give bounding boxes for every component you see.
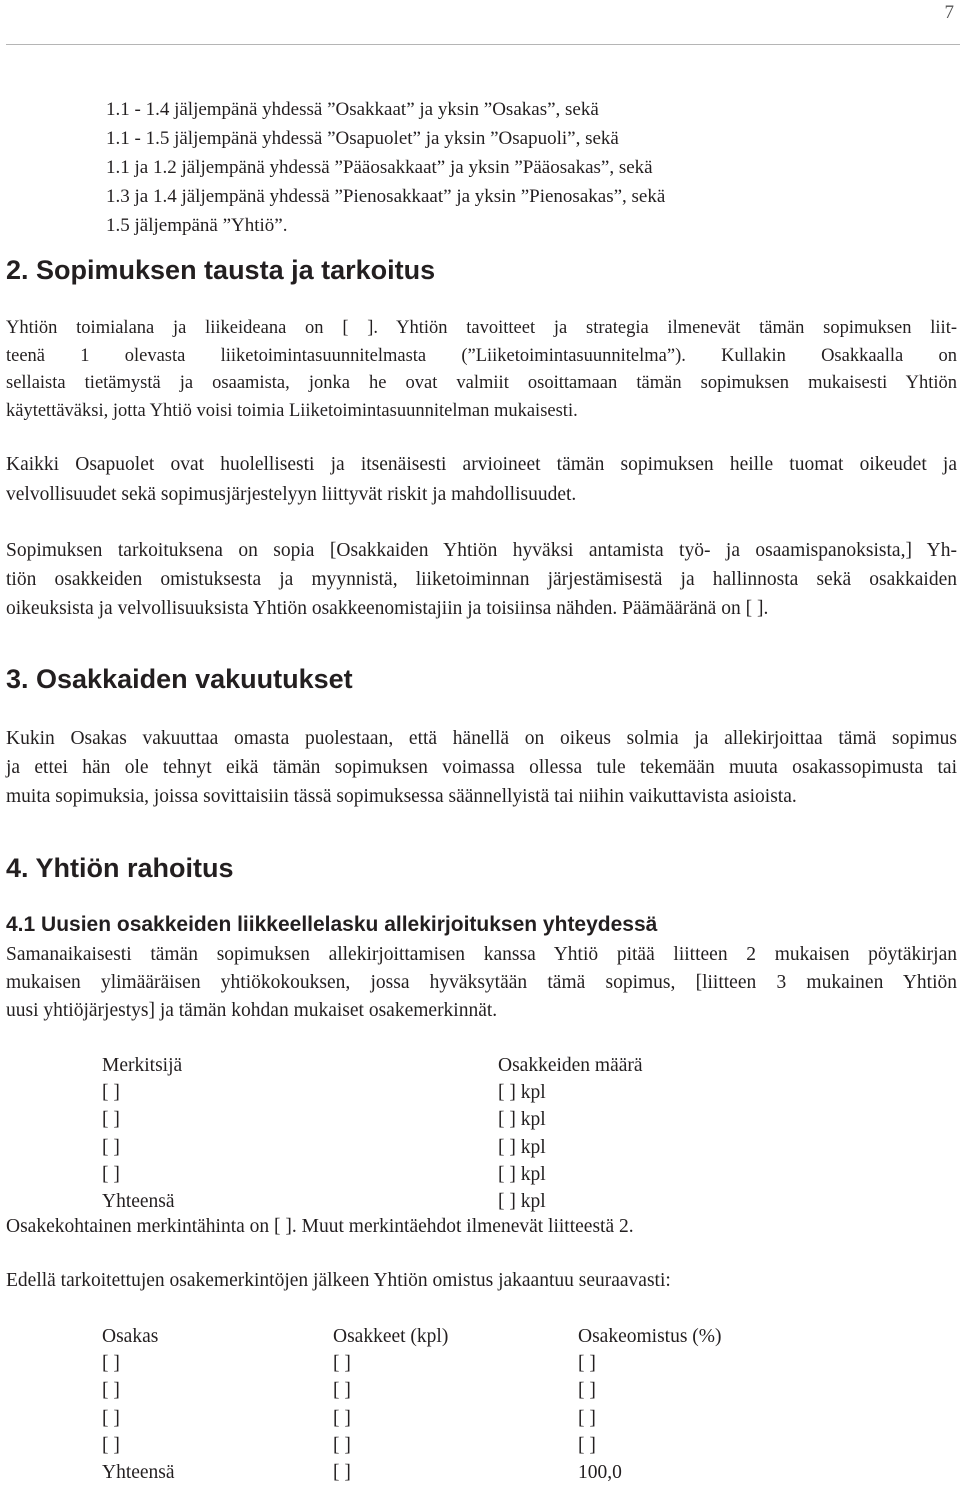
- table-cell: [ ]: [102, 1380, 120, 1402]
- table-total-row: [102, 1459, 722, 1486]
- subscription-price-line: Osakekohtainen merkintähinta on [ ]. Muut merkintäehdot ilmenevät liitteestä 2.: [6, 1216, 634, 1237]
- table-row: [102, 1405, 722, 1432]
- table-cell: Yhteensä: [102, 1191, 175, 1213]
- paragraph-line: uusi yhtiöjärjestys] ja tämän kohdan mukaiset osakemerkinnät.: [6, 1000, 498, 1021]
- table-cell: [ ]: [102, 1434, 120, 1456]
- table-cell: [ ]: [333, 1462, 351, 1484]
- table-row: [102, 1161, 643, 1188]
- table-cell: [ ]: [578, 1353, 596, 1375]
- section-4-1-heading: 4.1 Uusien osakkeiden liikkeellelasku allekirjoituksen yhteydessä: [6, 913, 658, 936]
- paragraph-line: Yhtiön toimialana ja liikeideana on [ ]. Yhtiön tavoitteet ja strategia ilmenevät tämän sopimuksen liit-: [6, 318, 957, 338]
- table-cell: [ ]: [102, 1163, 120, 1185]
- ownership-intro-line: Edellä tarkoitettujen osakemerkintöjen jälkeen Yhtiön omistus jakaantuu seuraavasti:: [6, 1270, 671, 1291]
- table-cell: [ ] kpl: [498, 1191, 546, 1213]
- paragraph-line: Sopimuksen tarkoituksena on sopia [Osakkaiden Yhtiön hyväksi antamista työ- ja osaamispanoksista,] Yh-: [6, 540, 957, 561]
- paragraph-line: mukaisen ylimääräisen yhtiökokouksen, jossa hyväksytään tämä sopimus, [liitteen 3 mukainen Yhtiön: [6, 972, 957, 993]
- table-cell: [ ] kpl: [498, 1082, 546, 1104]
- table-row: [102, 1377, 722, 1404]
- table-cell: [ ]: [102, 1407, 120, 1429]
- table-row: [102, 1350, 722, 1377]
- section-2-paragraph-purpose: [6, 536, 957, 623]
- paragraph-line: Kaikki Osapuolet ovat huolellisesti ja itsenäisesti arvioineet tämän sopimuksen heille tuomat oikeudet ja: [6, 454, 957, 475]
- table-cell: Yhteensä: [102, 1462, 175, 1484]
- table-cell: [ ]: [578, 1380, 596, 1402]
- table-cell: [ ]: [102, 1109, 120, 1131]
- paragraph-line: muita sopimuksia, joissa sovittaisiin tässä sopimuksessa säännellyistä tai niihin vaikuttavista asioista.: [6, 786, 797, 807]
- table-header-subscriber: Merkitsijä: [102, 1055, 183, 1076]
- table-cell: [ ]: [102, 1353, 120, 1375]
- definition-line: 1.1 ja 1.2 jäljempänä yhdessä ”Pääosakkaat” ja yksin ”Pääosakas”, sekä: [106, 157, 653, 178]
- section-4-heading: 4. Yhtiön rahoitus: [6, 853, 234, 883]
- table-row: [102, 1079, 643, 1106]
- table-total-row: [102, 1188, 643, 1215]
- section-4-1-paragraph: [6, 941, 957, 1025]
- header-rule: [6, 44, 960, 45]
- table-header-shares: Osakkeet (kpl): [333, 1326, 449, 1347]
- section-2-paragraph-background: [6, 315, 957, 425]
- table-row: [102, 1106, 643, 1133]
- table-cell: [ ]: [333, 1380, 351, 1402]
- paragraph-line: Kukin Osakas vakuuttaa omasta puolestaan, että hänellä on oikeus solmia ja allekirjoittaa tämä sopimus: [6, 728, 957, 749]
- table-cell: [ ]: [102, 1082, 120, 1104]
- table-cell: 100,0: [578, 1462, 622, 1484]
- table-cell: [ ] kpl: [498, 1109, 546, 1131]
- section-3-paragraph: [6, 724, 957, 811]
- section-2-heading: 2. Sopimuksen tausta ja tarkoitus: [6, 255, 436, 285]
- definition-line: 1.1 - 1.5 jäljempänä yhdessä ”Osapuolet” ja yksin ”Osapuoli”, sekä: [106, 128, 619, 149]
- table-header-share-count: Osakkeiden määrä: [498, 1055, 643, 1076]
- section-2-paragraph-assessment: [6, 450, 957, 510]
- paragraph-line: oikeuksista ja velvollisuuksista Yhtiön osakkeenomistajiin ja toisiinsa nähden. Päämääränä on [ ].: [6, 598, 769, 619]
- table-header-row: [102, 1323, 722, 1350]
- definition-line: 1.1 - 1.4 jäljempänä yhdessä ”Osakkaat” ja yksin ”Osakas”, sekä: [106, 99, 599, 120]
- table-cell: [ ]: [102, 1136, 120, 1158]
- table-cell: [ ] kpl: [498, 1163, 546, 1185]
- section-3-heading: 3. Osakkaiden vakuutukset: [6, 664, 353, 694]
- table-header-ownership-percent: Osakeomistus (%): [578, 1326, 722, 1347]
- paragraph-line: teenä 1 olevasta liiketoimintasuunnitelmasta (”Liiketoimintasuunnitelma”). Kullakin Osakkaalla on: [6, 345, 957, 366]
- table-cell: [ ]: [333, 1434, 351, 1456]
- table-header-row: [102, 1052, 643, 1079]
- table-cell: [ ]: [333, 1407, 351, 1429]
- paragraph-line: velvollisuudet sekä sopimusjärjestelyyn liittyvät riskit ja mahdollisuudet.: [6, 484, 577, 505]
- table-row: [102, 1432, 722, 1459]
- party-definitions: [106, 95, 665, 240]
- table-cell: [ ] kpl: [498, 1136, 546, 1158]
- page-number: 7: [944, 2, 954, 23]
- table-cell: [ ]: [333, 1353, 351, 1375]
- definition-line: 1.5 jäljempänä ”Yhtiö”.: [106, 215, 288, 236]
- paragraph-line: käytettäväksi, jotta Yhtiö voisi toimia Liiketoimintasuunnitelman mukaisesti.: [6, 400, 578, 421]
- table-header-shareholder: Osakas: [102, 1326, 159, 1347]
- table-row: [102, 1134, 643, 1161]
- paragraph-line: sellaista tietämystä ja osaamista, jonka he ovat valmiit osoittamaan tämän sopimuksen mukaisesti Yhtiön: [6, 373, 957, 393]
- table-cell: [ ]: [578, 1434, 596, 1456]
- paragraph-line: ja ettei hän ole tehnyt eikä tämän sopimuksen voimassa ollessa tule tekemään muuta osakassopimusta tai: [6, 757, 957, 778]
- definition-line: 1.3 ja 1.4 jäljempänä yhdessä ”Pienosakkaat” ja yksin ”Pienosakas”, sekä: [106, 186, 666, 207]
- subscription-table: [102, 1052, 643, 1215]
- paragraph-line: tiön osakkeiden omistuksesta ja myynnistä, liiketoiminnan järjestämisestä ja hallinnosta sekä osakkaiden: [6, 569, 957, 590]
- paragraph-line: Samanaikaisesti tämän sopimuksen allekirjoittamisen kanssa Yhtiö pitää liitteen 2 mukaisen pöytäkirjan: [6, 944, 957, 965]
- table-cell: [ ]: [578, 1407, 596, 1429]
- ownership-table: [102, 1323, 722, 1486]
